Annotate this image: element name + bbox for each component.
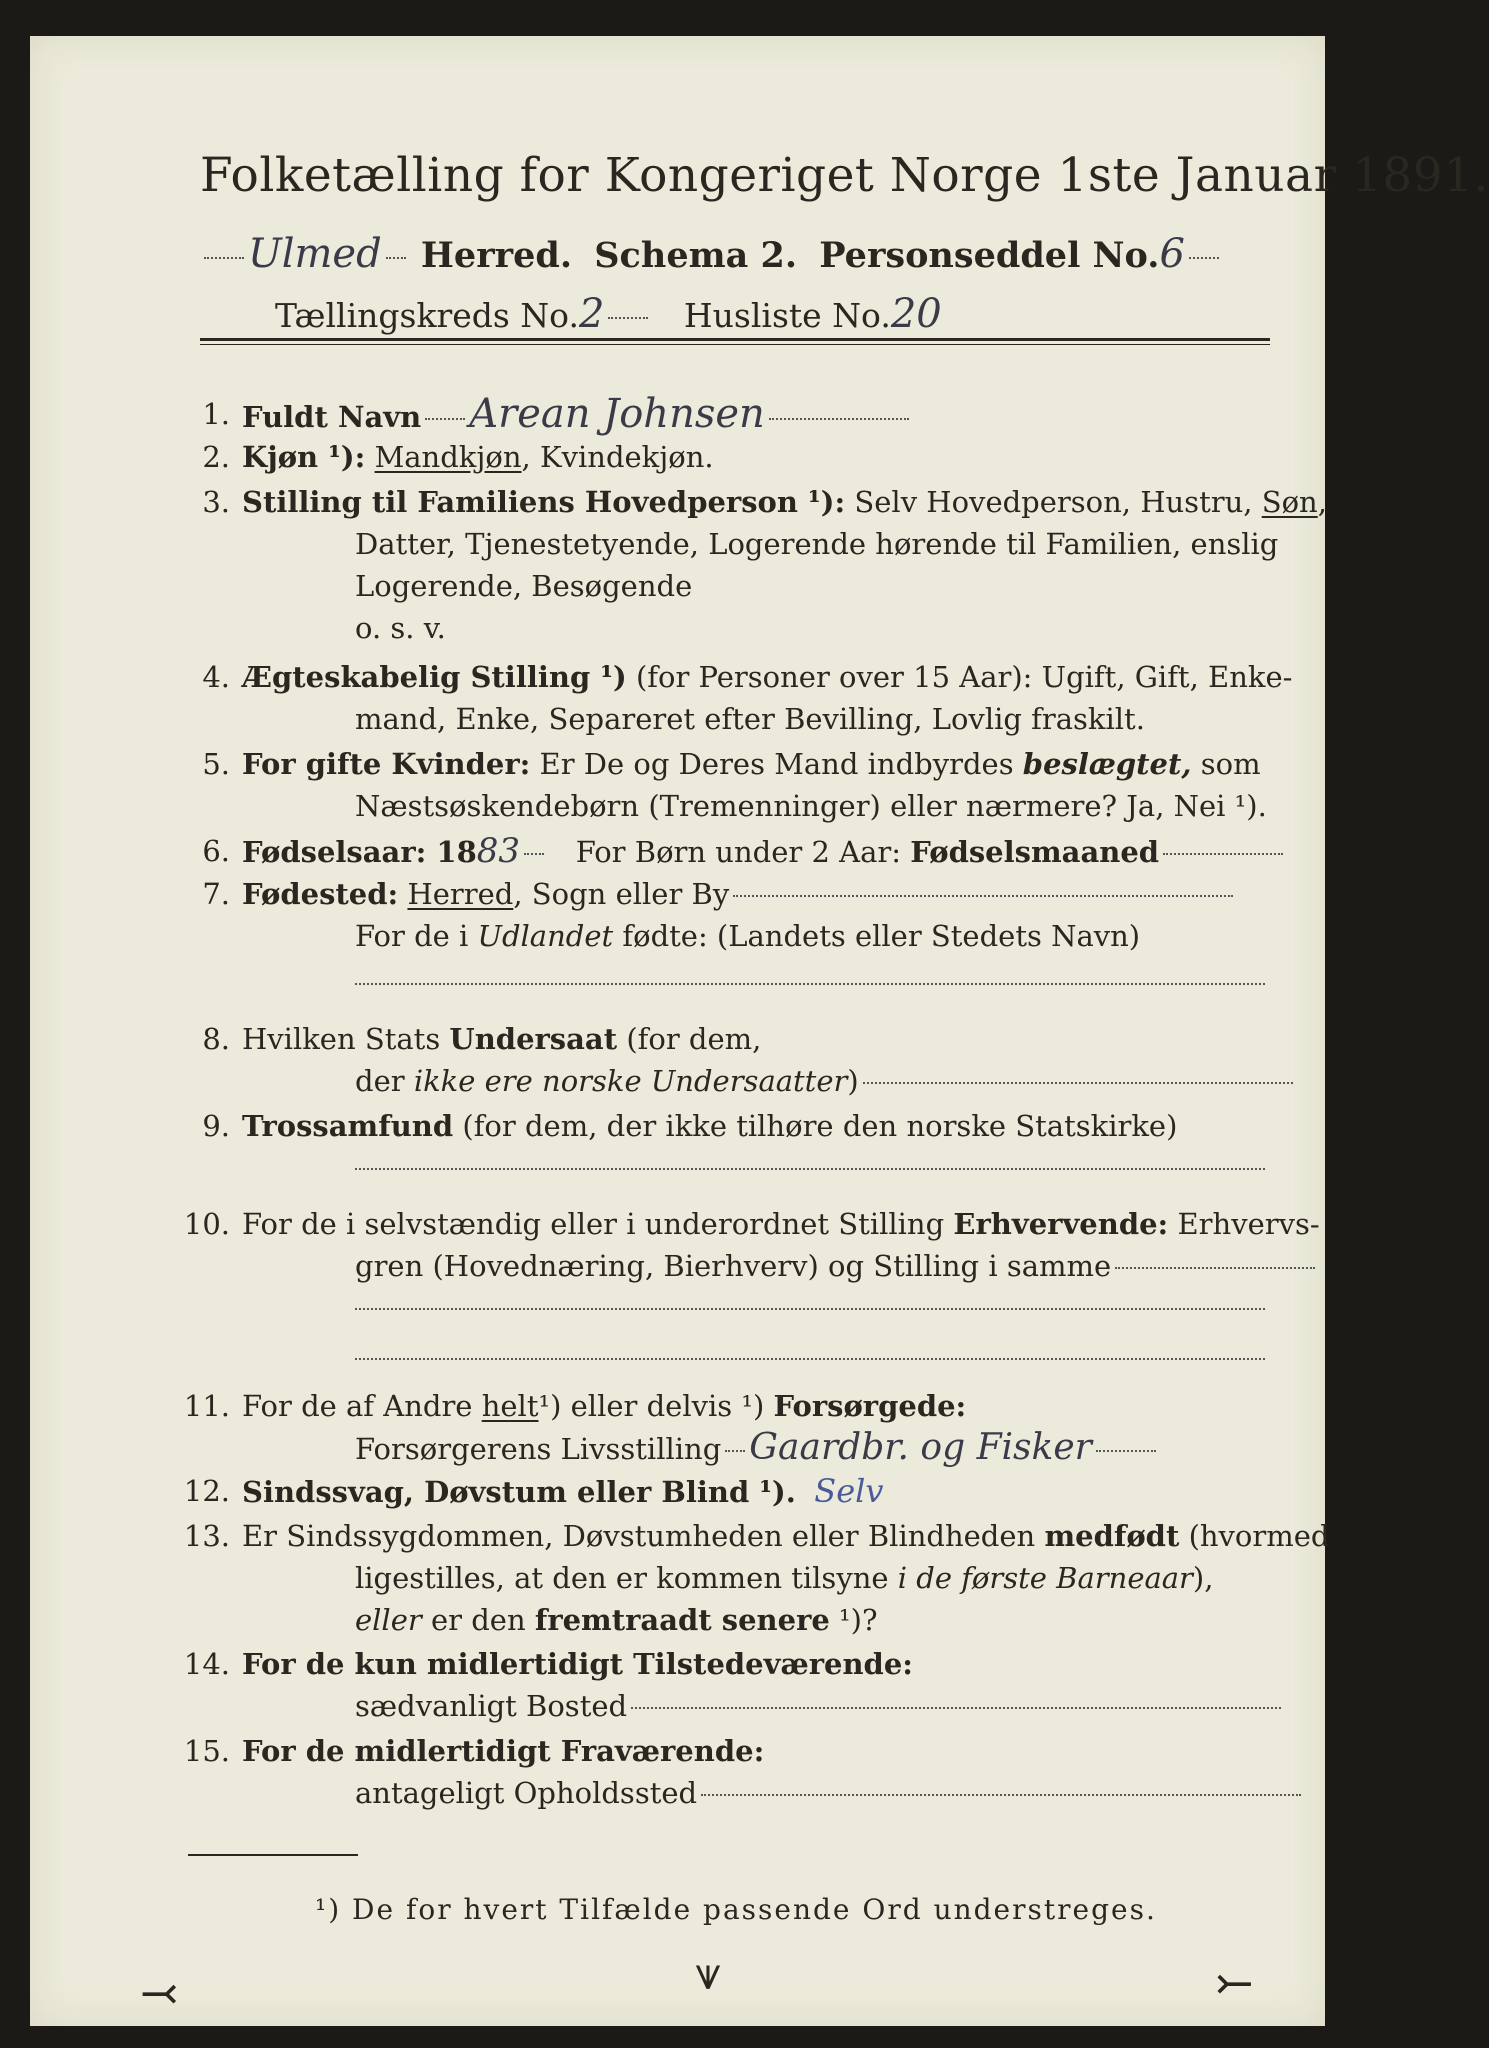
item-5-line2: Næstsøskendebørn (Tremenninger) eller nærmere? Ja, Nei ¹). [355, 789, 1267, 823]
item-3-line3: Logerende, Besøgende [355, 569, 693, 603]
item-8: 8. Hvilken Stats Undersaat (for dem, [202, 1022, 762, 1056]
husliste-value: 20 [890, 291, 942, 337]
item-15: 15. For de midlertidigt Fraværende: [183, 1734, 765, 1768]
item-13-line2: ligestilles, at den er kommen tilsyne i de første Barneaar), [355, 1561, 1214, 1595]
item-10-blank-2 [355, 1358, 1265, 1360]
husliste-label: Husliste No. [683, 296, 891, 335]
kreds-value: 2 [578, 291, 605, 337]
item-4-line2: mand, Enke, Separeret efter Bevilling, Lovlig fraskilt. [355, 702, 1145, 736]
item-9-blank [355, 1168, 1265, 1170]
census-form-page [30, 36, 1489, 2026]
corner-mark-left: ⤙ [140, 1966, 179, 2020]
item-12: 12. Sindssvag, Døvstum eller Blind ¹). Selv [183, 1472, 884, 1510]
item-7: 7. Fødested: Herred, Sogn eller By [200, 876, 1237, 912]
item-7-selected: Herred [407, 877, 514, 911]
footnote: ¹) De for hvert Tilfælde passende Ord understreges. [315, 1893, 1157, 1926]
item-11: 11. For de af Andre helt¹) eller delvis ¹) Forsørgede: [183, 1389, 967, 1423]
item-6-value: 83 [476, 831, 521, 871]
item-11-selected: helt [481, 1389, 539, 1423]
item-2: 2. Kjøn ¹): Mandkjøn, Kvindekjøn. [202, 440, 714, 474]
item-12-value: Selv [814, 1472, 884, 1510]
header-rule-thin [200, 344, 1270, 345]
corner-mark-right: ⤚ [1215, 1956, 1254, 2010]
item-1-label: Fuldt Navn [242, 400, 422, 434]
item-13-line3: eller er den fremtraadt senere ¹)? [355, 1603, 878, 1637]
header-rule [200, 338, 1270, 341]
item-11-value: Gaardbr. og Fisker [749, 1427, 1092, 1468]
item-14-line2: sædvanligt Bosted [355, 1688, 1285, 1724]
item-3: 3. Stilling til Familiens Hovedperson ¹): Selv Hovedperson, Hustru, Søn, [202, 485, 1327, 519]
item-3-selected: Søn [1261, 485, 1318, 519]
form-title: Folketælling for Kongeriget Norge 1ste Januar 1891. [200, 148, 1489, 203]
personseddel-label: Personseddel No. [819, 235, 1160, 276]
herred-value: Ulmed [248, 231, 382, 277]
personseddel-value: 6 [1159, 231, 1185, 277]
item-11-line2: Forsørgerens Livsstilling Gaardbr. og Fisker [355, 1430, 1160, 1467]
item-15-line2: antageligt Opholdssted [355, 1775, 1305, 1811]
item-3-line4: o. s. v. [355, 611, 446, 645]
item-13: 13. Er Sindssygdommen, Døvstumheden eller Blindheden medfødt (hvormed [183, 1519, 1330, 1553]
corner-mark-center: ⩛ [695, 1946, 721, 2000]
kreds-line [275, 291, 942, 337]
herred-label: Herred. [420, 235, 573, 276]
item-5: 5. For gifte Kvinder: Er De og Deres Mand indbyrdes beslægtet, som [202, 747, 1261, 781]
herred-line [200, 231, 1223, 277]
item-6: 6. Fødselsaar: 1883 For Børn under 2 Aar: Fødselsmaaned [200, 833, 1287, 870]
item-8-line2: der ikke ere norske Undersaatter) [355, 1063, 1297, 1099]
item-10: 10. For de i selvstændig eller i underordnet Stilling Erhvervende: Erhvervs- [183, 1207, 1320, 1241]
item-3-line2: Datter, Tjenestetyende, Logerende hørende til Familien, enslig [355, 527, 1279, 561]
item-1-value: Arean Johnsen [469, 391, 765, 437]
item-14: 14. For de kun midlertidigt Tilstedeværende: [183, 1647, 913, 1681]
kreds-label: Tællingskreds No. [275, 296, 579, 335]
item-4: 4. Ægteskabelig Stilling ¹) (for Personer over 15 Aar): Ugift, Gift, Enke- [202, 660, 1293, 694]
item-2-selected: Mandkjøn [374, 440, 522, 474]
item-10-line2: gren (Hovednæring, Bierhverv) og Stilling i samme [355, 1248, 1319, 1284]
item-7-blank [355, 983, 1265, 985]
item-7-line2: For de i Udlandet fødte: (Landets eller Stedets Navn) [355, 919, 1141, 953]
item-1: 1. Fuldt Navn Arean Johnsen [200, 396, 913, 435]
item-10-blank-1 [355, 1308, 1265, 1310]
schema-label: Schema 2. [594, 235, 798, 276]
item-9: 9. Trossamfund (for dem, der ikke tilhøre den norske Statskirke) [202, 1109, 1178, 1143]
footnote-rule [188, 1854, 358, 1856]
